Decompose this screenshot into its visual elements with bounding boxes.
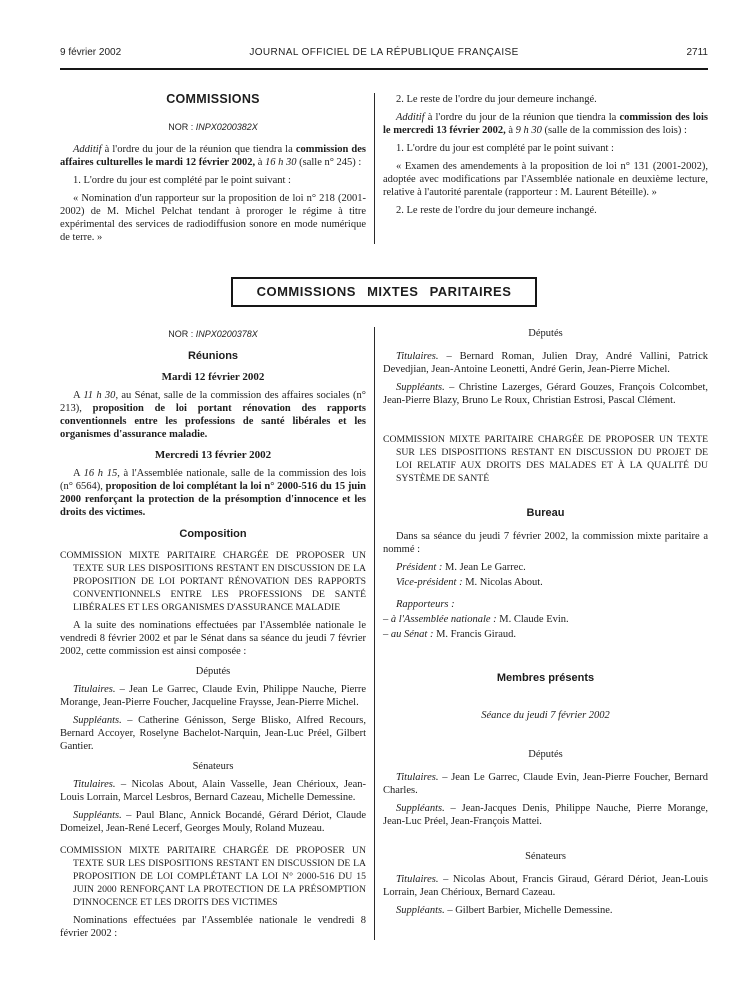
nor-label: NOR : [168, 122, 194, 132]
section-cmp [60, 327, 708, 940]
mardi-heading: Mardi 12 février 2002 [161, 371, 265, 383]
commissions-mixtes-paritaires-banner: COMMISSIONS MIXTES PARITAIRES [231, 277, 538, 307]
cmp-left-column [60, 327, 366, 940]
innocence-deputes-titulaires: Titulaires. – Bernard Roman, Julien Dray, André Vallini, Patrick Devedjian, Jean-Antoine Leonetti, André Gerin, Jean-Pierre Michel. [383, 351, 708, 375]
commissions-left-column [60, 93, 366, 244]
nor-value: INPX0200378X [195, 329, 258, 339]
present-deputes-suppleants: Suppléants. – Jean-Jacques Denis, Philippe Nauche, Pierre Morange, Jean-Luc Préel, Jean-François Mattei. [383, 803, 708, 827]
sante-deputes-suppleants: Suppléants. – Catherine Génisson, Serge Blisko, Alfred Recours, Bernard Accoyer, Roselyne Bachelot-Narquin, Jean-Luc Préel, Gilbert Gantier. [60, 715, 366, 752]
masthead [60, 46, 708, 59]
seance-date-label: Séance du jeudi 7 février 2002 [481, 710, 610, 721]
nor-line-cmp [60, 328, 366, 341]
additif-commission-lois-paragraph: Additif à l'ordre du jour de la réunion que tiendra la commission des lois le mercredi 13 février 2002, à 9 h 30 (salle de la commission des lois) : [383, 112, 708, 136]
nomination-rapporteur-quote: « Nomination d'un rapporteur sur la proposition de loi n° 218 (2001-2002) de M. Michel Pelchat tendant à proroger le régime à titre expérimental des services de radiodiffusion sonore en mode numérique de terre. » [60, 193, 366, 243]
nor-line-commissions [60, 121, 366, 134]
nor-value: INPX0200382X [195, 122, 258, 132]
ordre-du-jour-item-1: 1. L'ordre du jour est complété par le point suivant : [73, 175, 291, 186]
bureau-intro: Dans sa séance du jeudi 7 février 2002, la commission mixte paritaire a nommé : [383, 531, 708, 555]
present-senateurs-titulaires: Titulaires. – Nicolas About, Francis Giraud, Gérard Dériot, Jean-Louis Lorrain, Jean Chérioux, Bernard Cazeau. [383, 874, 708, 898]
masthead-rule [60, 68, 708, 70]
cmp-innocence-intro: Nominations effectuées par l'Assemblée nationale le vendredi 8 février 2002 : [60, 915, 366, 939]
commissions-right-column [374, 93, 708, 244]
mercredi-heading: Mercredi 13 février 2002 [154, 449, 272, 461]
deputes-label: Députés [528, 749, 563, 760]
sante-senateurs-titulaires: Titulaires. – Nicolas About, Alain Vasselle, Jean Chérioux, Jean-Louis Lorrain, Marcel Lesbros, Bernard Cazeau, Michelle Demessine. [60, 779, 366, 803]
cmp-sante-heading: COMMISSION MIXTE PARITAIRE CHARGÉE DE PROPOSER UN TEXTE SUR LES DISPOSITIONS RESTANT EN DISCUSSION DE LA PROPOSITION DE LOI PORTANT RÉNOVATION DES RAPPORTS CONVENTIONNELS ENTRE LES PROFESSIONS DE SANTÉ LIBÉRALES ET LES ORGANISMES D'ASSURANCE MALADIE [60, 550, 366, 613]
masthead-title: JOURNAL OFFICIEL DE LA RÉPUBLIQUE FRANÇAISE [249, 47, 519, 58]
cmp-innocence-heading: COMMISSION MIXTE PARITAIRE CHARGÉE DE PROPOSER UN TEXTE SUR LES DISPOSITIONS RESTANT EN DISCUSSION DE LA PROPOSITION DE LOI COMPLÉTANT LA LOI N° 2000-516 DU 15 JUIN 2000 RENFORÇANT LA PROTECTION DE LA PRÉSOMPTION D'INNOCENCE ET LES DROITS DES VICTIMES [60, 845, 366, 908]
banner-row [60, 277, 708, 307]
sante-senateurs-suppleants: Suppléants. – Paul Blanc, Annick Bocandé, Gérard Dériot, Claude Domeizel, Jean-René Lecerf, Georges Mouly, Roland Muzeau. [60, 810, 366, 834]
ordre-du-jour-item-1b: 1. L'ordre du jour est complété par le point suivant : [396, 143, 614, 154]
deputes-label: Députés [528, 328, 563, 339]
examen-amendements-quote: « Examen des amendements à la proposition de loi n° 131 (2001-2002), adoptée avec modifications par l'Assemblée nationale en deuxième lecture, relative à l'autorité parentale (rapporteur : M. Laurent Béteille). » [383, 161, 708, 198]
cmp-sante-intro: A la suite des nominations effectuées par l'Assemblée nationale le vendredi 8 février 2002 et par le Sénat dans sa séance du jeudi 7 février 2002, cette commission est ainsi composée : [60, 620, 366, 657]
membres-presents-heading: Membres présents [496, 672, 595, 684]
president-line: Président : M. Jean Le Garrec. [396, 562, 526, 573]
sante-deputes-titulaires: Titulaires. – Jean Le Garrec, Claude Evin, Philippe Nauche, Pierre Morange, Jean-Pierre Foucher, Jacqueline Fraysse, Jean-Pierre Michel. [60, 684, 366, 708]
section-commissions [60, 93, 708, 244]
reunion-mardi-paragraph: A 11 h 30, au Sénat, salle de la commission des affaires sociales (n° 213), proposition de loi portant rénovation des rapports conventionnels entre les professions de santé libérales et les organismes d'assurance maladie. [60, 390, 366, 440]
commissions-title: COMMISSIONS [166, 92, 260, 106]
masthead-date: 9 février 2002 [60, 47, 122, 58]
innocence-deputes-suppleants: Suppléants. – Christine Lazerges, Gérard Gouzes, François Colcombet, Jean-Pierre Blazy, Bruno Le Roux, Christian Estrosi, Pascal Clément. [383, 382, 708, 406]
cmp-malades-heading: COMMISSION MIXTE PARITAIRE CHARGÉE DE PROPOSER UN TEXTE SUR LES DISPOSITIONS RESTANT EN DISCUSSION DU PROJET DE LOI RELATIF AUX DROITS DES MALADES ET À LA QUALITÉ DU SYSTÈME DE SANTÉ [383, 434, 708, 484]
additif-affaires-culturelles-paragraph: Additif à l'ordre du jour de la réunion que tiendra la commission des affaires culturelles le mardi 12 février 2002, à 16 h 30 (salle n° 245) : [60, 144, 366, 168]
present-senateurs-suppleants: Suppléants. – Gilbert Barbier, Michelle Demessine. [396, 905, 613, 916]
nor-label: NOR : [168, 329, 194, 339]
present-deputes-titulaires: Titulaires. – Jean Le Garrec, Claude Evin, Jean-Pierre Foucher, Bernard Charles. [383, 772, 708, 796]
composition-heading: Composition [179, 528, 247, 540]
rapporteurs-label: Rapporteurs : [396, 599, 455, 610]
masthead-page-number: 2711 [686, 47, 708, 58]
vice-president-line: Vice-président : M. Nicolas About. [396, 577, 543, 588]
deputes-label: Députés [195, 666, 231, 677]
rapporteur-senat-line: – au Sénat : M. Francis Giraud. [383, 629, 516, 640]
reste-inchange-paragraph-a: 2. Le reste de l'ordre du jour demeure inchangé. [396, 94, 597, 105]
cmp-right-column [374, 327, 708, 940]
senateurs-label: Sénateurs [525, 851, 566, 862]
senateurs-label: Sénateurs [192, 761, 234, 772]
reunions-heading: Réunions [187, 350, 239, 362]
bureau-heading: Bureau [526, 507, 565, 519]
rapporteur-assemblee-line: – à l'Assemblée nationale : M. Claude Evin. [383, 614, 569, 625]
reunion-mercredi-paragraph: A 16 h 15, à l'Assemblée nationale, salle de la commission des lois (n° 6564), proposition de loi complétant la loi n° 2000-516 du 15 juin 2000 renforçant la protection de la présomption d'innocence et les droits des victimes. [60, 468, 366, 518]
reste-inchange-paragraph-b: 2. Le reste de l'ordre du jour demeure inchangé. [396, 205, 597, 216]
